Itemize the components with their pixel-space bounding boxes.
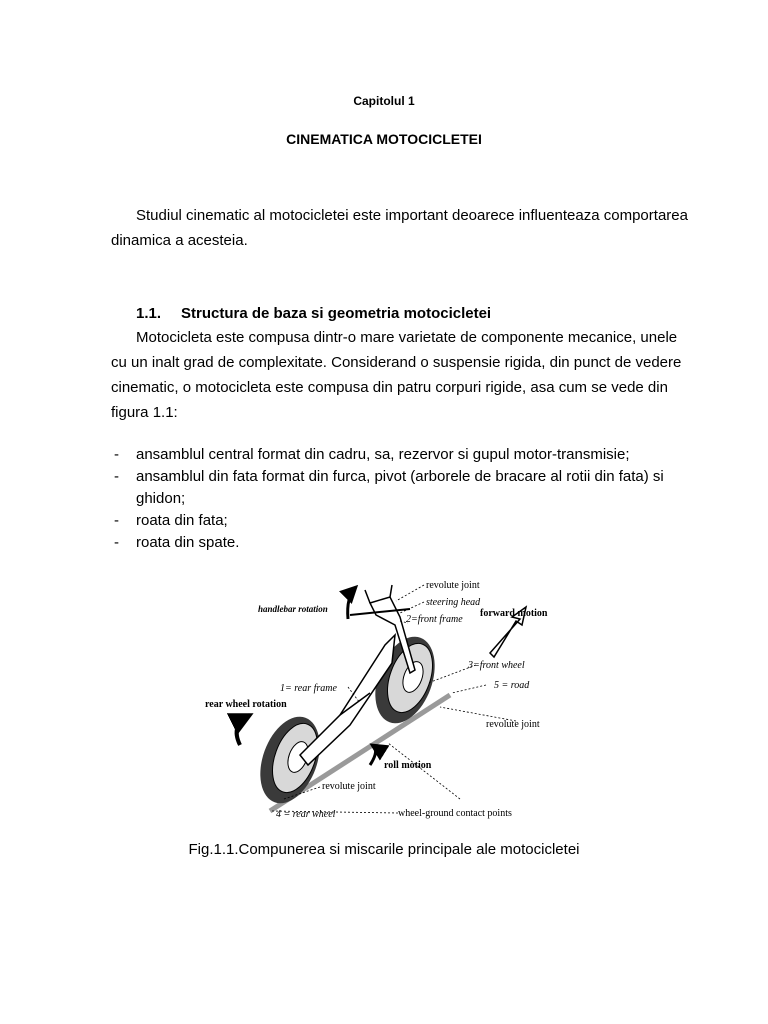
list-item: - roata din fata; [114,512,228,529]
label-roll-motion: roll motion [384,760,432,771]
label-front-frame: 2=front frame [406,614,463,625]
label-road: 5 = road [494,680,530,691]
section-heading [136,305,491,322]
label-contact-points: wheel-ground contact points [398,808,512,819]
intro-text: Studiul cinematic al motocicletei este important deoarece influenteaza comportarea dinamica a acesteia. [111,207,688,249]
section-number: 1.1. [136,305,162,322]
label-steering-head: steering head [426,597,481,608]
list-item: - ansamblul din fata format din furca, pivot (arborele de bracare al rotii din fata) si ghidon; [114,468,664,507]
chapter-label: Capitolul 1 [353,94,415,108]
list-item: - roata din spate. [114,534,240,551]
component-list [111,444,681,554]
list-item: - ansamblul central format din cadru, sa, rezervor si gupul motor-transmisie; [114,446,630,463]
figure-caption: Fig.1.1.Compunerea si miscarile principale ale motocicletei [188,841,580,858]
label-handlebar-rotation: handlebar rotation [258,604,328,614]
motorcycle-diagram [200,575,560,825]
rear-wheel-shape [249,708,331,811]
label-revolute-joint-front: revolute joint [486,719,540,730]
label-rear-frame: 1= rear frame [280,683,337,694]
label-rear-wheel-rotation: rear wheel rotation [205,699,287,710]
chapter-title: CINEMATICA MOTOCICLETEI [286,131,482,147]
section-text: Motocicleta este compusa dintr-o mare varietate de componente mecanice, unele cu un inalt grad de complexitate. Considerand o suspensie rigida, din punct de vedere cinematic, o motocicleta este compusa din patru corpuri rigide, asa cum se vede din figura 1.1: [111,329,682,421]
label-revolute-joint-top: revolute joint [426,580,480,591]
label-revolute-joint-rear: revolute joint [322,781,376,792]
label-forward-motion: forward motion [480,608,548,619]
intro-paragraph [111,203,691,253]
section-title: Structura de baza si geometria motocicletei [181,305,492,322]
section-paragraph [111,325,691,425]
label-rear-wheel: 4 = rear wheel [276,809,336,820]
rear-wheel-rotation-arrow [237,715,250,745]
label-front-wheel: 3=front wheel [468,660,525,671]
